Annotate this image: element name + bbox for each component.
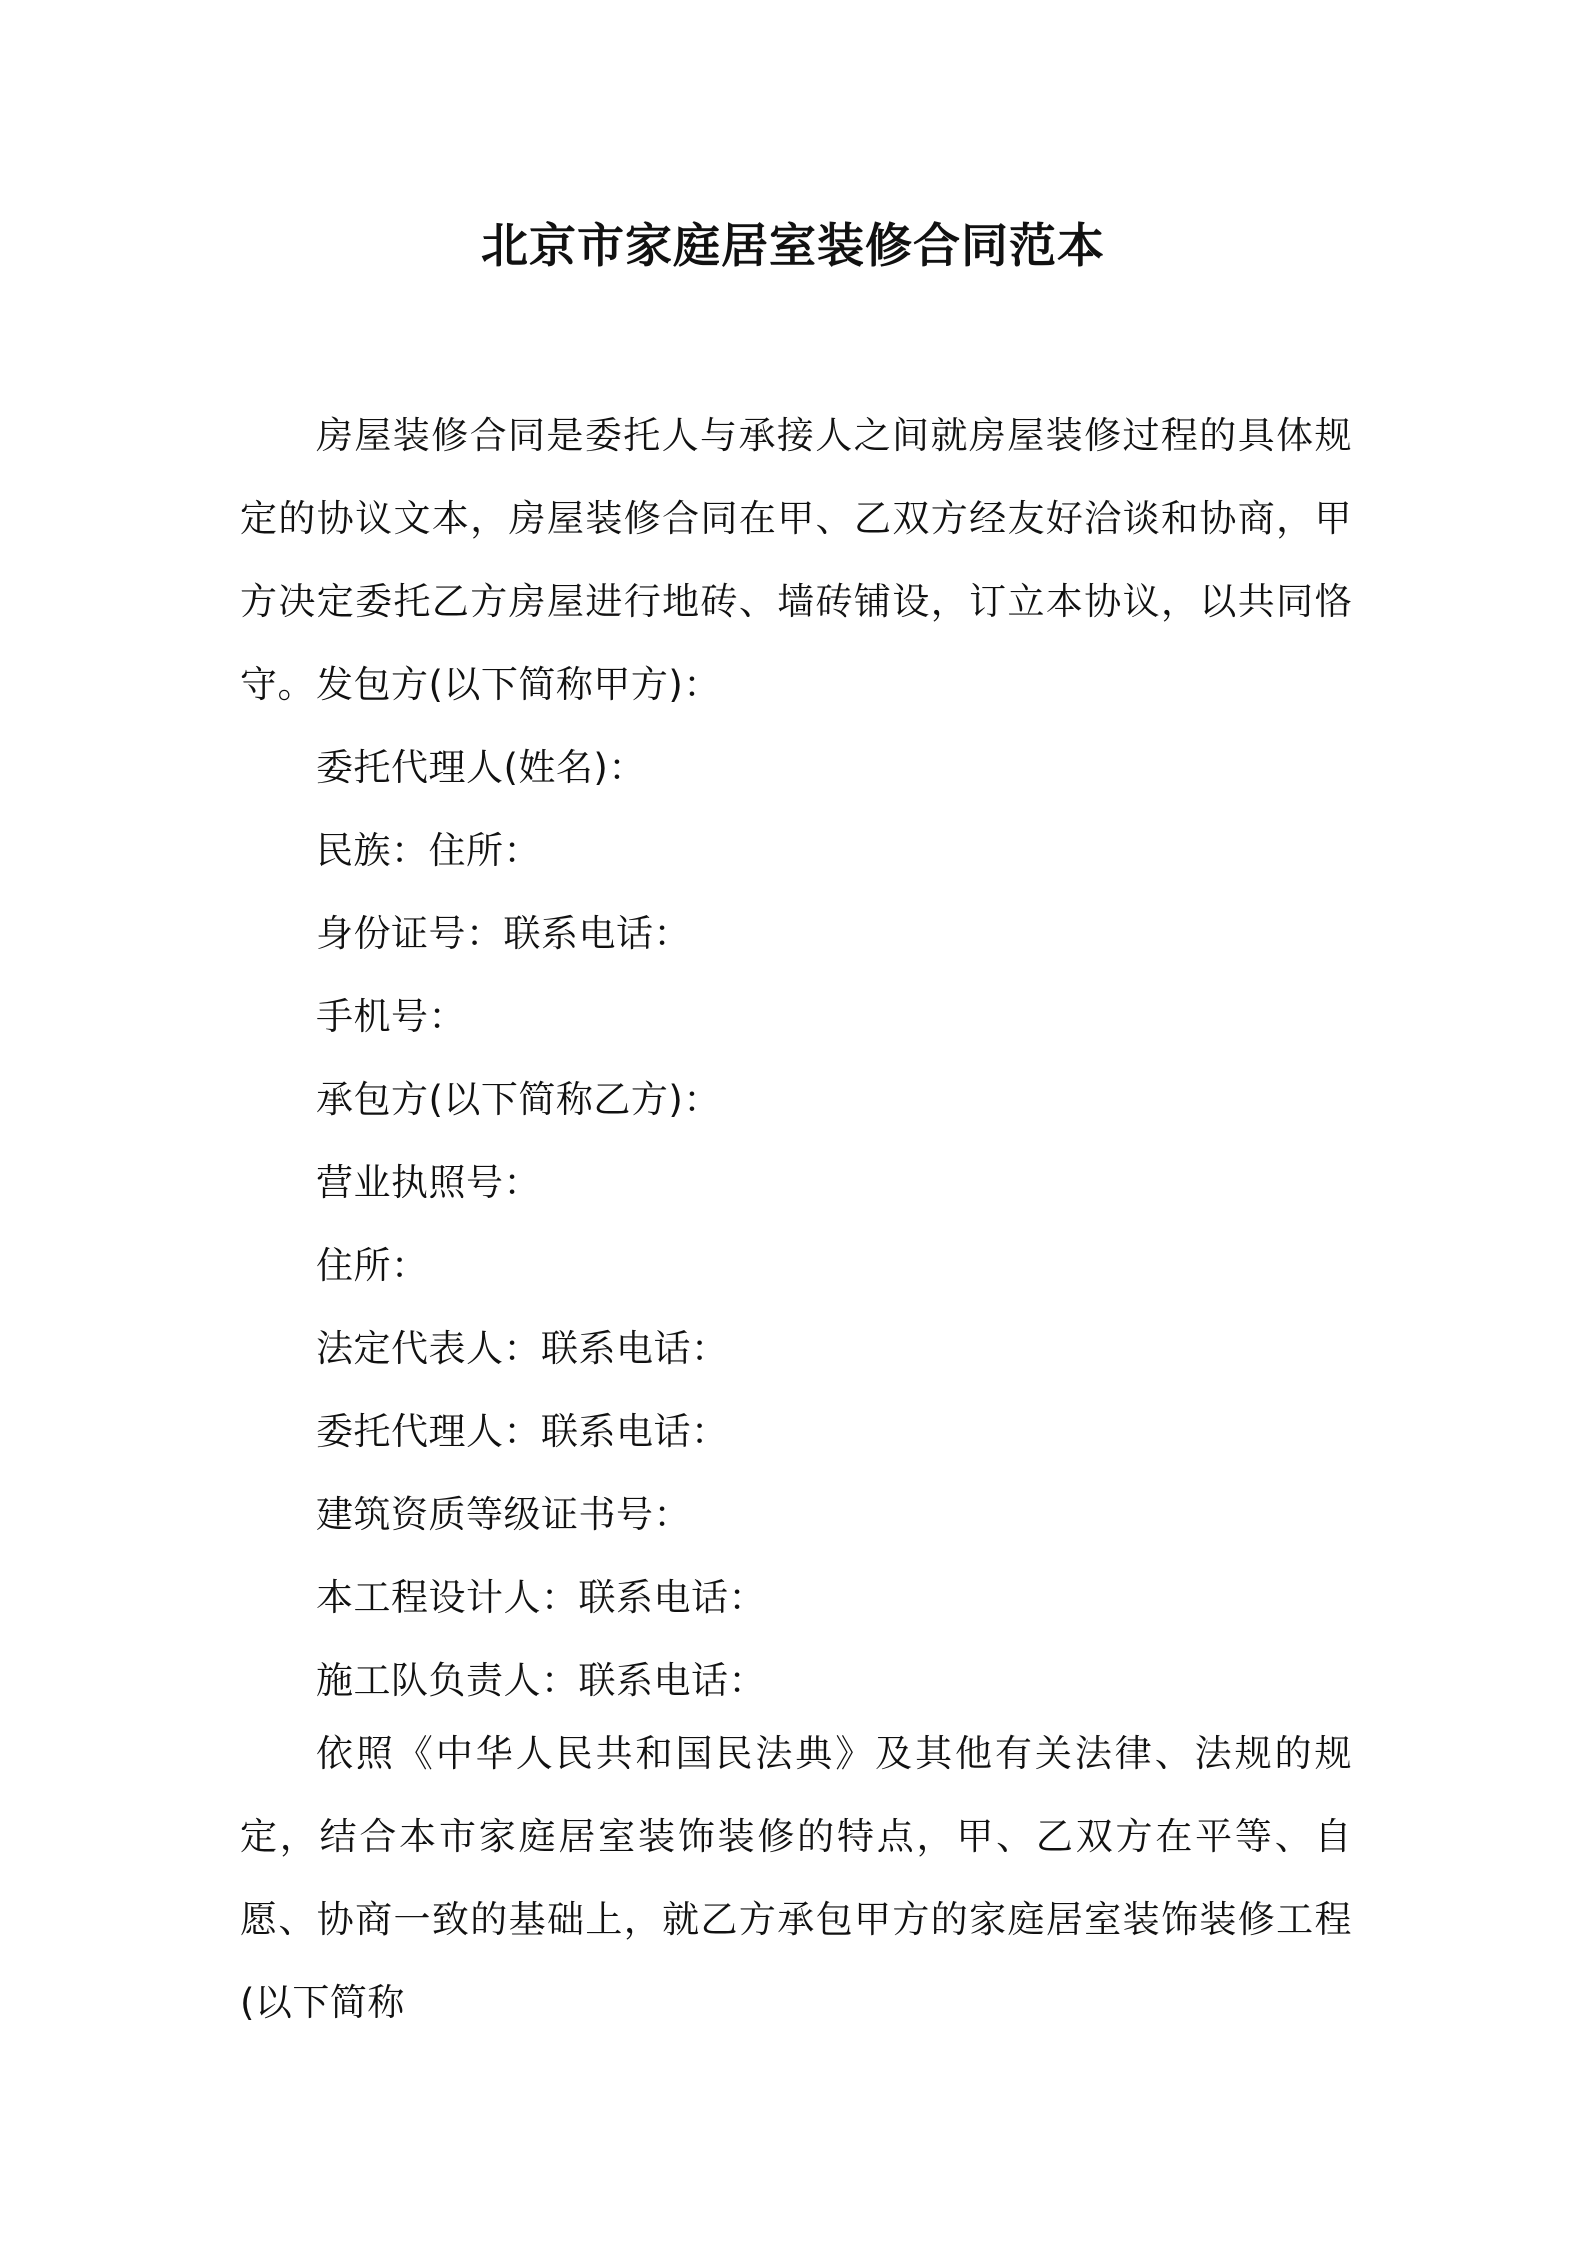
field-ethnicity-residence: 民族：住所： [316,829,541,872]
field-business-license: 营业执照号： [316,1161,541,1204]
legal-basis-paragraph: 依照《中华人民共和国民法典》及其他有关法律、法规的规定，结合本市家庭居室装饰装修的特点，甲、乙双方在平等、自愿、协商一致的基础上，就乙方承包甲方的家庭居室装饰装修工程(以下简称 [240,1732,1352,2024]
field-id-phone: 身份证号：联系电话： [316,912,691,955]
field-legal-representative: 法定代表人：联系电话： [316,1327,729,1370]
field-designer: 本工程设计人：联系电话： [316,1576,766,1619]
field-contractor-agent: 委托代理人：联系电话： [316,1410,729,1453]
document-title: 北京市家庭居室装修合同范本 [481,219,1105,274]
field-construction-lead: 施工队负责人：联系电话： [316,1659,766,1702]
field-contractor-residence: 住所： [316,1244,429,1287]
field-mobile: 手机号： [316,995,466,1038]
field-employer-agent: 委托代理人(姓名)： [316,746,646,789]
intro-paragraph: 房屋装修合同是委托人与承接人之间就房屋装修过程的具体规定的协议文本，房屋装修合同在甲、乙双方经友好洽谈和协商，甲方决定委托乙方房屋进行地砖、墙砖铺设，订立本协议，以共同恪守。 [240,414,1352,706]
field-employer: 发包方(以下简称甲方)： [316,663,721,706]
field-contractor: 承包方(以下简称乙方)： [316,1078,721,1121]
field-qualification-certificate: 建筑资质等级证书号： [316,1493,691,1536]
